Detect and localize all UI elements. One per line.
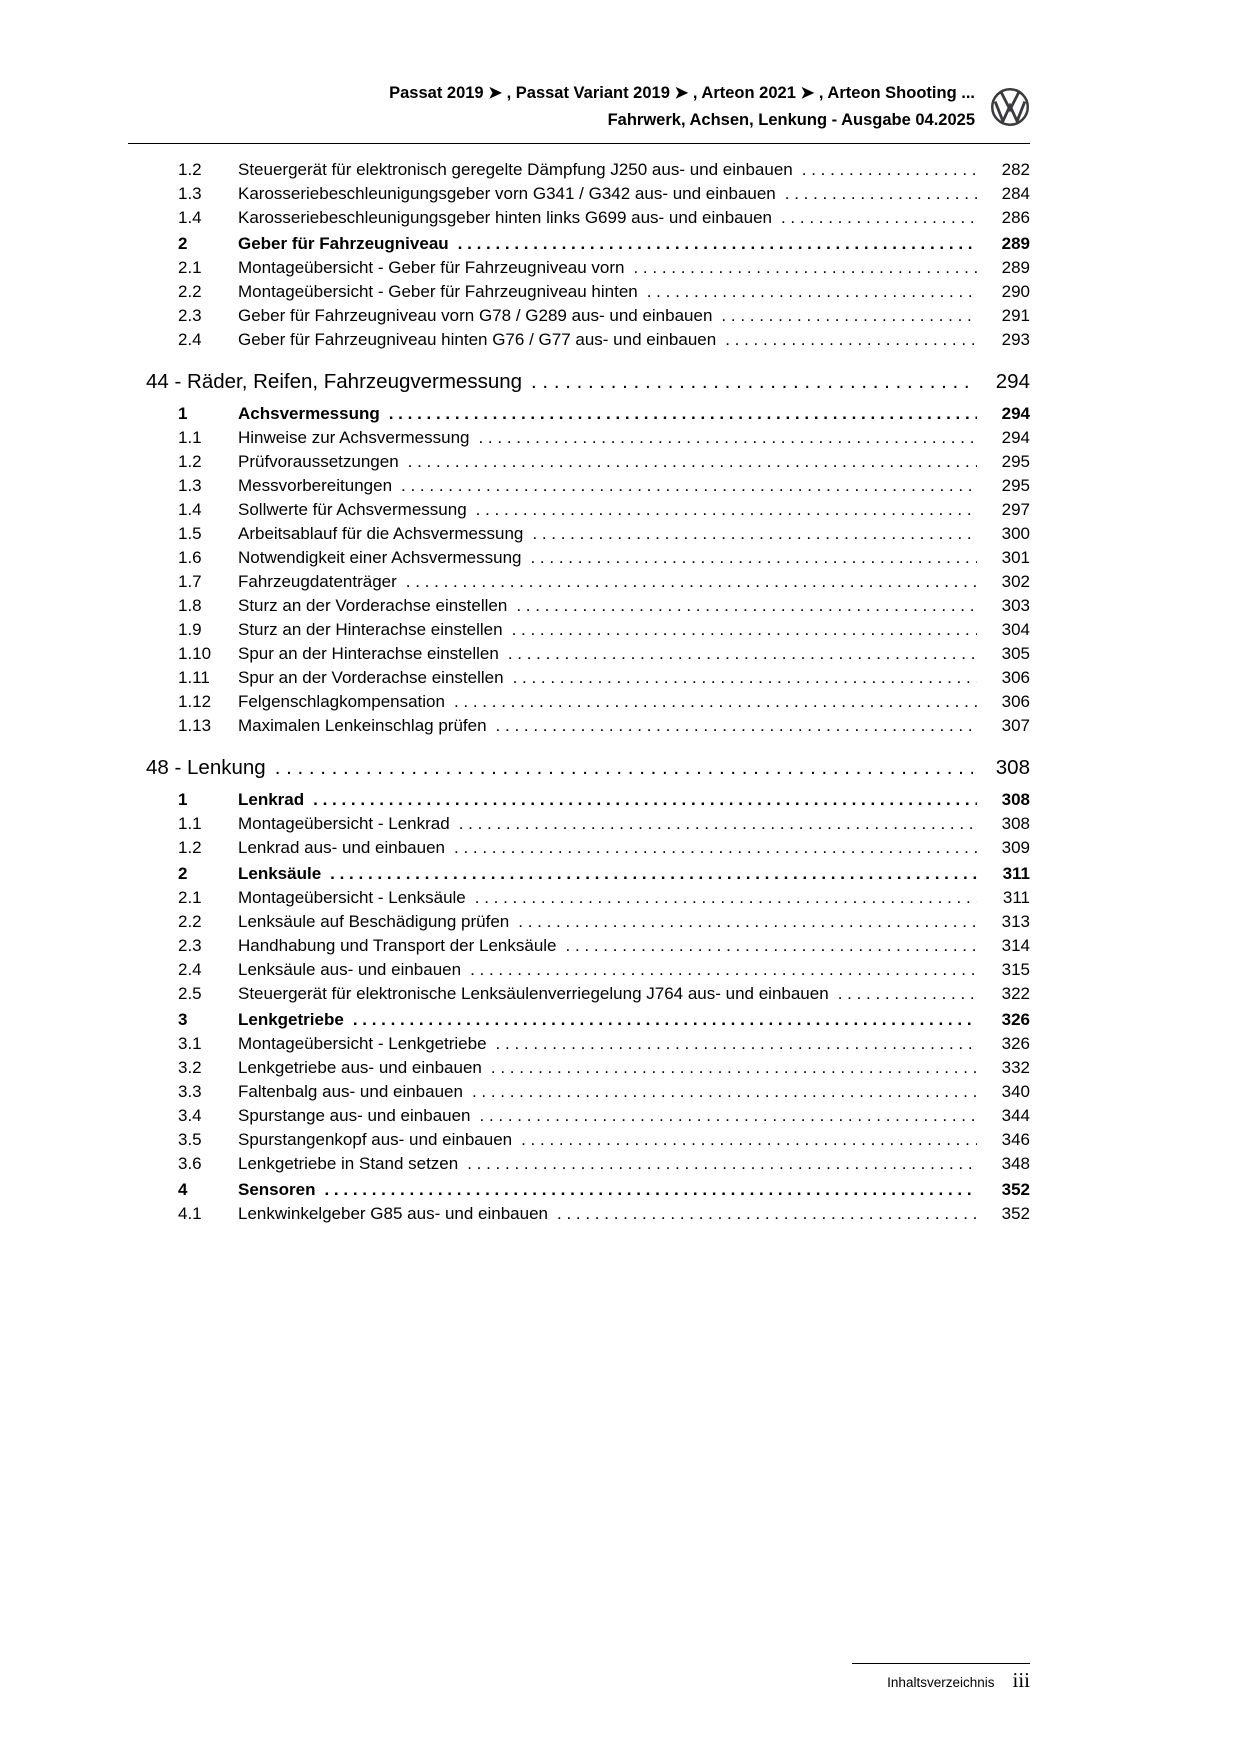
toc-row (128, 788, 1030, 812)
toc-row (128, 812, 1030, 836)
toc-entry-title: Arbeitsablauf für die Achsvermessung (238, 524, 524, 543)
toc-row (128, 594, 1030, 618)
toc-entry-page: 295 (1001, 452, 1030, 471)
dot-leader (838, 982, 977, 1006)
toc-row (128, 280, 1030, 304)
dot-leader (785, 182, 977, 206)
toc-entry-number: 4 (178, 1180, 188, 1199)
toc-entry-number: 2.1 (178, 888, 202, 907)
toc-entry-title: Lenksäule auf Beschädigung prüfen (238, 912, 510, 931)
toc-row (128, 546, 1030, 570)
dot-leader (459, 812, 977, 836)
dot-leader (513, 666, 977, 690)
toc-entry-number: 1.10 (178, 644, 212, 663)
toc-entry-number: 3.2 (178, 1058, 202, 1077)
toc-row (128, 570, 1030, 594)
toc-row (128, 498, 1030, 522)
toc-row (128, 1202, 1030, 1226)
dot-leader (353, 1008, 977, 1032)
toc-entry-title: Spurstangenkopf aus- und einbauen (238, 1130, 513, 1149)
dot-leader (647, 280, 977, 304)
toc-entry-page: 301 (1001, 548, 1030, 567)
dot-leader (566, 934, 977, 958)
toc-row (128, 1008, 1030, 1032)
toc-entry-title: Montageübersicht - Lenkrad (238, 814, 450, 833)
dot-leader (313, 788, 977, 812)
toc-entry-title: Fahrzeugdatenträger (238, 572, 397, 591)
toc-entry-number: 1.1 (178, 428, 202, 447)
toc-entry-page: 293 (1001, 330, 1030, 349)
toc-entry-number: 2.5 (178, 984, 202, 1003)
toc-entry-number: 3.3 (178, 1082, 202, 1101)
toc-row (128, 1128, 1030, 1152)
dot-leader (406, 570, 977, 594)
toc-entry-title: Felgenschlagkompensation (238, 692, 445, 711)
toc-entry-number: 3.1 (178, 1034, 202, 1053)
toc-entry-number: 2 (178, 864, 188, 883)
toc-row (128, 304, 1030, 328)
toc-entry-page: 340 (1001, 1082, 1030, 1101)
toc-entry-title: Steuergerät für elektronisch geregelte Dämpfung J250 aus- und einbauen (238, 160, 793, 179)
dot-leader (531, 367, 973, 397)
dot-leader (496, 1032, 977, 1056)
toc-row (128, 402, 1030, 426)
toc-entry-page: 305 (1001, 644, 1030, 663)
footer-text-block (852, 1668, 1030, 1693)
toc-entry-page: 309 (1001, 838, 1030, 857)
toc-entry-title: Spur an der Vorderachse einstellen (238, 668, 504, 687)
toc-entry-title: Geber für Fahrzeugniveau (238, 234, 449, 253)
toc-entry-title: Handhabung und Transport der Lenksäule (238, 936, 557, 955)
toc-entry-number: 2.3 (178, 306, 202, 325)
dot-leader (557, 1202, 977, 1226)
toc-row (128, 1178, 1030, 1202)
toc-entry-title: Montageübersicht - Geber für Fahrzeugniveau vorn (238, 258, 625, 277)
toc-entry-title: Sturz an der Vorderachse einstellen (238, 596, 508, 615)
toc-row (128, 256, 1030, 280)
dot-leader (470, 958, 977, 982)
toc-entry-title: Hinweise zur Achsvermessung (238, 428, 470, 447)
toc-entry-page: 348 (1001, 1154, 1030, 1173)
toc-entry-title: Notwendigkeit einer Achsvermessung (238, 548, 522, 567)
toc-entry-number: 3.5 (178, 1130, 202, 1149)
toc-entry-number: 1.2 (178, 838, 202, 857)
toc-entry-page: 352 (1001, 1204, 1030, 1223)
toc-row (128, 690, 1030, 714)
toc-entry-page: 297 (1001, 500, 1030, 519)
toc-entry-page: 302 (1001, 572, 1030, 591)
toc-row (128, 934, 1030, 958)
toc-entry-number: 1 (178, 790, 188, 809)
dot-leader (781, 206, 977, 230)
toc-row (128, 182, 1030, 206)
toc-row (128, 328, 1030, 352)
toc-entry-title: Messvorbereitungen (238, 476, 393, 495)
toc-row (128, 1032, 1030, 1056)
dot-leader (475, 886, 977, 910)
toc-entry-title: Sensoren (238, 1180, 316, 1199)
dot-leader (324, 1178, 977, 1202)
toc-entry-number: 3 (178, 1010, 188, 1029)
header-subtitle-line: Fahrwerk, Achsen, Lenkung - Ausgabe 04.2025 (607, 111, 975, 129)
toc-entry-page: 284 (1001, 184, 1030, 203)
toc-entry-page: 308 (1001, 814, 1030, 833)
dot-leader (476, 498, 977, 522)
toc-entry-number: 2 (178, 234, 188, 253)
toc-row (128, 474, 1030, 498)
toc-entry-page: 294 (995, 370, 1030, 393)
vw-logo-icon (990, 87, 1030, 127)
toc-entry-page: 311 (1002, 864, 1030, 883)
toc-row (128, 714, 1030, 738)
toc-entry-title: 44 - Räder, Reifen, Fahrzeugvermessung (146, 370, 523, 393)
dot-leader (458, 232, 977, 256)
dot-leader (521, 1128, 977, 1152)
toc-entry-number: 4.1 (178, 1204, 202, 1223)
dot-leader (467, 1152, 977, 1176)
toc-row (128, 426, 1030, 450)
dot-leader (516, 594, 977, 618)
toc-entry-number: 2.2 (178, 912, 202, 931)
toc-row (128, 1152, 1030, 1176)
toc-entry-title: Lenkrad (238, 790, 305, 809)
toc-entry-page: 313 (1001, 912, 1030, 931)
dot-leader (508, 642, 977, 666)
dot-leader (389, 402, 977, 426)
toc-row (128, 836, 1030, 860)
toc-entry-number: 2.4 (178, 330, 202, 349)
toc-row (128, 1056, 1030, 1080)
toc-entry-title: Montageübersicht - Lenksäule (238, 888, 466, 907)
toc-entry-page: 332 (1001, 1058, 1030, 1077)
dot-leader (633, 256, 977, 280)
toc-entry-number: 1.9 (178, 620, 202, 639)
toc-entry-page: 303 (1001, 596, 1030, 615)
toc-entry-number: 1.4 (178, 500, 202, 519)
toc-entry-number: 1 (178, 404, 188, 423)
toc-row (128, 910, 1030, 934)
footer-section-label: Inhaltsverzeichnis (887, 1675, 995, 1690)
toc-entry-number: 1.7 (178, 572, 202, 591)
toc-list (128, 144, 1030, 1226)
dot-leader (478, 426, 977, 450)
toc-entry-title: Sturz an der Hinterachse einstellen (238, 620, 503, 639)
toc-entry-page: 352 (1001, 1180, 1030, 1199)
toc-entry-page: 300 (1001, 524, 1030, 543)
dot-leader (802, 158, 977, 182)
dot-leader (480, 1104, 977, 1128)
dot-leader (401, 474, 977, 498)
toc-entry-page: 282 (1001, 160, 1030, 179)
toc-entry-number: 2.2 (178, 282, 202, 301)
toc-entry-page: 290 (1001, 282, 1030, 301)
toc-entry-page: 308 (995, 756, 1030, 779)
dot-leader (721, 304, 977, 328)
page-footer (852, 1663, 1030, 1693)
toc-entry-title: Spur an der Hinterachse einstellen (238, 644, 499, 663)
dot-leader (454, 690, 977, 714)
toc-entry-title: Lenkgetriebe in Stand setzen (238, 1154, 459, 1173)
dot-leader (491, 1056, 977, 1080)
toc-row (128, 666, 1030, 690)
toc-entry-page: 291 (1001, 306, 1030, 325)
toc-row (128, 618, 1030, 642)
toc-entry-number: 1.3 (178, 476, 202, 495)
toc-entry-title: Maximalen Lenkeinschlag prüfen (238, 716, 487, 735)
toc-entry-number: 1.11 (178, 668, 210, 687)
toc-entry-title: Sollwerte für Achsvermessung (238, 500, 467, 519)
dot-leader (408, 450, 977, 474)
toc-entry-page: 326 (1001, 1010, 1030, 1029)
toc-row (128, 158, 1030, 182)
toc-entry-page: 346 (1001, 1130, 1030, 1149)
toc-entry-number: 1.8 (178, 596, 202, 615)
toc-entry-number: 1.2 (178, 452, 202, 471)
toc-row (128, 1080, 1030, 1104)
toc-row (128, 232, 1030, 256)
toc-entry-page: 289 (1001, 258, 1030, 277)
toc-entry-page: 308 (1001, 790, 1030, 809)
toc-entry-title: Lenksäule aus- und einbauen (238, 960, 462, 979)
toc-entry-page: 294 (1001, 428, 1030, 447)
toc-entry-title: Faltenbalg aus- und einbauen (238, 1082, 463, 1101)
toc-entry-number: 2.3 (178, 936, 202, 955)
header-text-block (389, 80, 975, 134)
dot-leader (530, 546, 977, 570)
toc-entry-page: 304 (1001, 620, 1030, 639)
toc-entry-page: 294 (1001, 404, 1030, 423)
dot-leader (275, 753, 973, 783)
toc-row (128, 886, 1030, 910)
toc-entry-number: 1.6 (178, 548, 202, 567)
toc-entry-page: 311 (1002, 888, 1030, 907)
toc-entry-title: Lenkrad aus- und einbauen (238, 838, 445, 857)
dot-leader (472, 1080, 977, 1104)
toc-entry-title: 48 - Lenkung (146, 756, 266, 779)
toc-row (128, 450, 1030, 474)
toc-entry-page: 289 (1001, 234, 1030, 253)
toc-entry-title: Karosseriebeschleunigungsgeber hinten links G699 aus- und einbauen (238, 208, 772, 227)
dot-leader (496, 714, 977, 738)
toc-entry-number: 1.2 (178, 160, 202, 179)
toc-entry-number: 3.4 (178, 1106, 202, 1125)
toc-entry-number: 1.13 (178, 716, 212, 735)
toc-row (128, 958, 1030, 982)
toc-row (128, 862, 1030, 886)
toc-entry-title: Prüfvoraussetzungen (238, 452, 399, 471)
toc-entry-page: 295 (1001, 476, 1030, 495)
footer-page-number: iii (1012, 1668, 1030, 1692)
toc-row (128, 206, 1030, 230)
dot-leader (518, 910, 977, 934)
toc-entry-number: 1.4 (178, 208, 202, 227)
toc-entry-title: Lenkwinkelgeber G85 aus- und einbauen (238, 1204, 549, 1223)
toc-row (128, 982, 1030, 1006)
toc-row (128, 1104, 1030, 1128)
toc-entry-title: Geber für Fahrzeugniveau hinten G76 / G77 aus- und einbauen (238, 330, 717, 349)
toc-row (128, 753, 1030, 783)
toc-row (128, 642, 1030, 666)
toc-entry-page: 306 (1001, 668, 1030, 687)
toc-entry-number: 1.5 (178, 524, 202, 543)
dot-leader (725, 328, 977, 352)
dot-leader (512, 618, 977, 642)
toc-entry-number: 3.6 (178, 1154, 202, 1173)
document-header (128, 80, 1030, 144)
toc-entry-page: 286 (1001, 208, 1030, 227)
toc-row (128, 522, 1030, 546)
toc-entry-page: 315 (1001, 960, 1030, 979)
toc-entry-page: 322 (1001, 984, 1030, 1003)
header-models-line: Passat 2019 ➤ , Passat Variant 2019 ➤ , Arteon 2021 ➤ , Arteon Shooting ... (389, 84, 975, 102)
toc-entry-page: 306 (1001, 692, 1030, 711)
toc-entry-title: Lenksäule (238, 864, 322, 883)
toc-entry-number: 1.1 (178, 814, 202, 833)
toc-entry-number: 2.1 (178, 258, 202, 277)
toc-entry-title: Lenkgetriebe (238, 1010, 344, 1029)
toc-entry-title: Achsvermessung (238, 404, 380, 423)
toc-entry-page: 314 (1001, 936, 1030, 955)
toc-row (128, 367, 1030, 397)
toc-entry-number: 1.12 (178, 692, 212, 711)
toc-entry-number: 2.4 (178, 960, 202, 979)
toc-entry-title: Geber für Fahrzeugniveau vorn G78 / G289 aus- und einbauen (238, 306, 713, 325)
toc-entry-title: Karosseriebeschleunigungsgeber vorn G341 / G342 aus- und einbauen (238, 184, 776, 203)
toc-entry-title: Lenkgetriebe aus- und einbauen (238, 1058, 482, 1077)
dot-leader (532, 522, 977, 546)
toc-entry-number: 1.3 (178, 184, 202, 203)
toc-entry-title: Steuergerät für elektronische Lenksäulenverriegelung J764 aus- und einbauen (238, 984, 829, 1003)
toc-entry-title: Spurstange aus- und einbauen (238, 1106, 471, 1125)
dot-leader (330, 862, 977, 886)
toc-entry-page: 344 (1001, 1106, 1030, 1125)
toc-entry-title: Montageübersicht - Lenkgetriebe (238, 1034, 487, 1053)
toc-entry-title: Montageübersicht - Geber für Fahrzeugniveau hinten (238, 282, 638, 301)
toc-entry-page: 326 (1001, 1034, 1030, 1053)
dot-leader (454, 836, 977, 860)
toc-entry-page: 307 (1001, 716, 1030, 735)
